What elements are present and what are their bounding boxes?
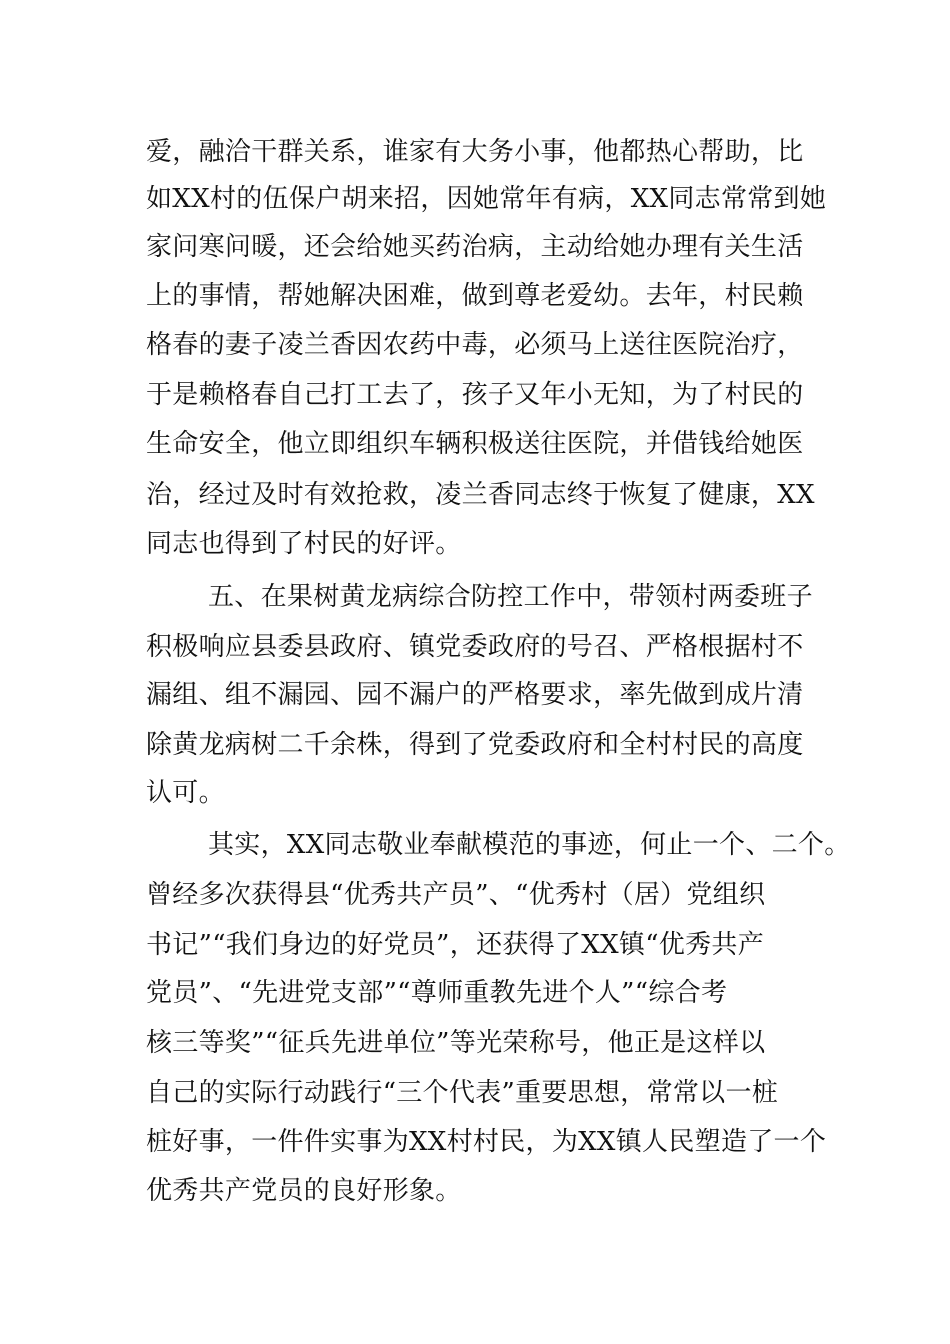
text-line: 自己的实际行动践行“三个代表”重要思想，常常以一桩: [146, 1078, 779, 1108]
text-line: 曾经多次获得县“优秀共产员”、“优秀村（居）党组织: [146, 880, 766, 910]
text-line: 家问寒问暖，还会给她买药治病，主动给她办理有关生活: [146, 232, 804, 262]
text-line: 生命安全，他立即组织车辆积极送往医院，并借钱给她医: [146, 429, 804, 459]
text-line: 爱，融洽干群关系，谁家有大务小事，他都热心帮助，比: [146, 137, 804, 167]
text-line: 积极响应县委县政府、镇党委政府的号召、严格根据村不: [146, 632, 804, 662]
text-line: 桩好事，一件件实事为XX村村民，为XX镇人民塑造了一个: [146, 1127, 827, 1157]
text-line: 治，经过及时有效抢救，凌兰香同志终于恢复了健康，XX: [146, 480, 815, 510]
text-line: 同志也得到了村民的好评。: [146, 529, 462, 559]
text-line: 格春的妻子凌兰香因农药中毒，必须马上送往医院治疗，: [146, 330, 804, 360]
text-line: 于是赖格春自己打工去了，孩子又年小无知，为了村民的: [146, 380, 804, 410]
text-line: 党员”、“先进党支部”“尊师重教先进个人”“综合考: [146, 978, 728, 1008]
text-line: 除黄龙病树二千余株，得到了党委政府和全村村民的高度: [146, 730, 804, 760]
text-line: 认可。: [146, 778, 225, 808]
text-line: 上的事情，帮她解决困难，做到尊老爱幼。去年，村民赖: [146, 281, 804, 311]
text-line: 其实，XX同志敬业奉献模范的事迹，何止一个、二个。: [208, 830, 851, 860]
text-line: 优秀共产党员的良好形象。: [146, 1176, 462, 1206]
text-line: 五、在果树黄龙病综合防控工作中，带领村两委班子: [208, 582, 813, 612]
text-line: 书记”“我们身边的好党员”，还获得了XX镇“优秀共产: [146, 930, 764, 960]
text-line: 如XX村的伍保户胡来招，因她常年有病，XX同志常常到她: [146, 184, 827, 214]
text-line: 核三等奖”“征兵先进单位”等光荣称号，他正是这样以: [146, 1028, 766, 1058]
text-line: 漏组、组不漏园、园不漏户的严格要求，率先做到成片清: [146, 680, 804, 710]
